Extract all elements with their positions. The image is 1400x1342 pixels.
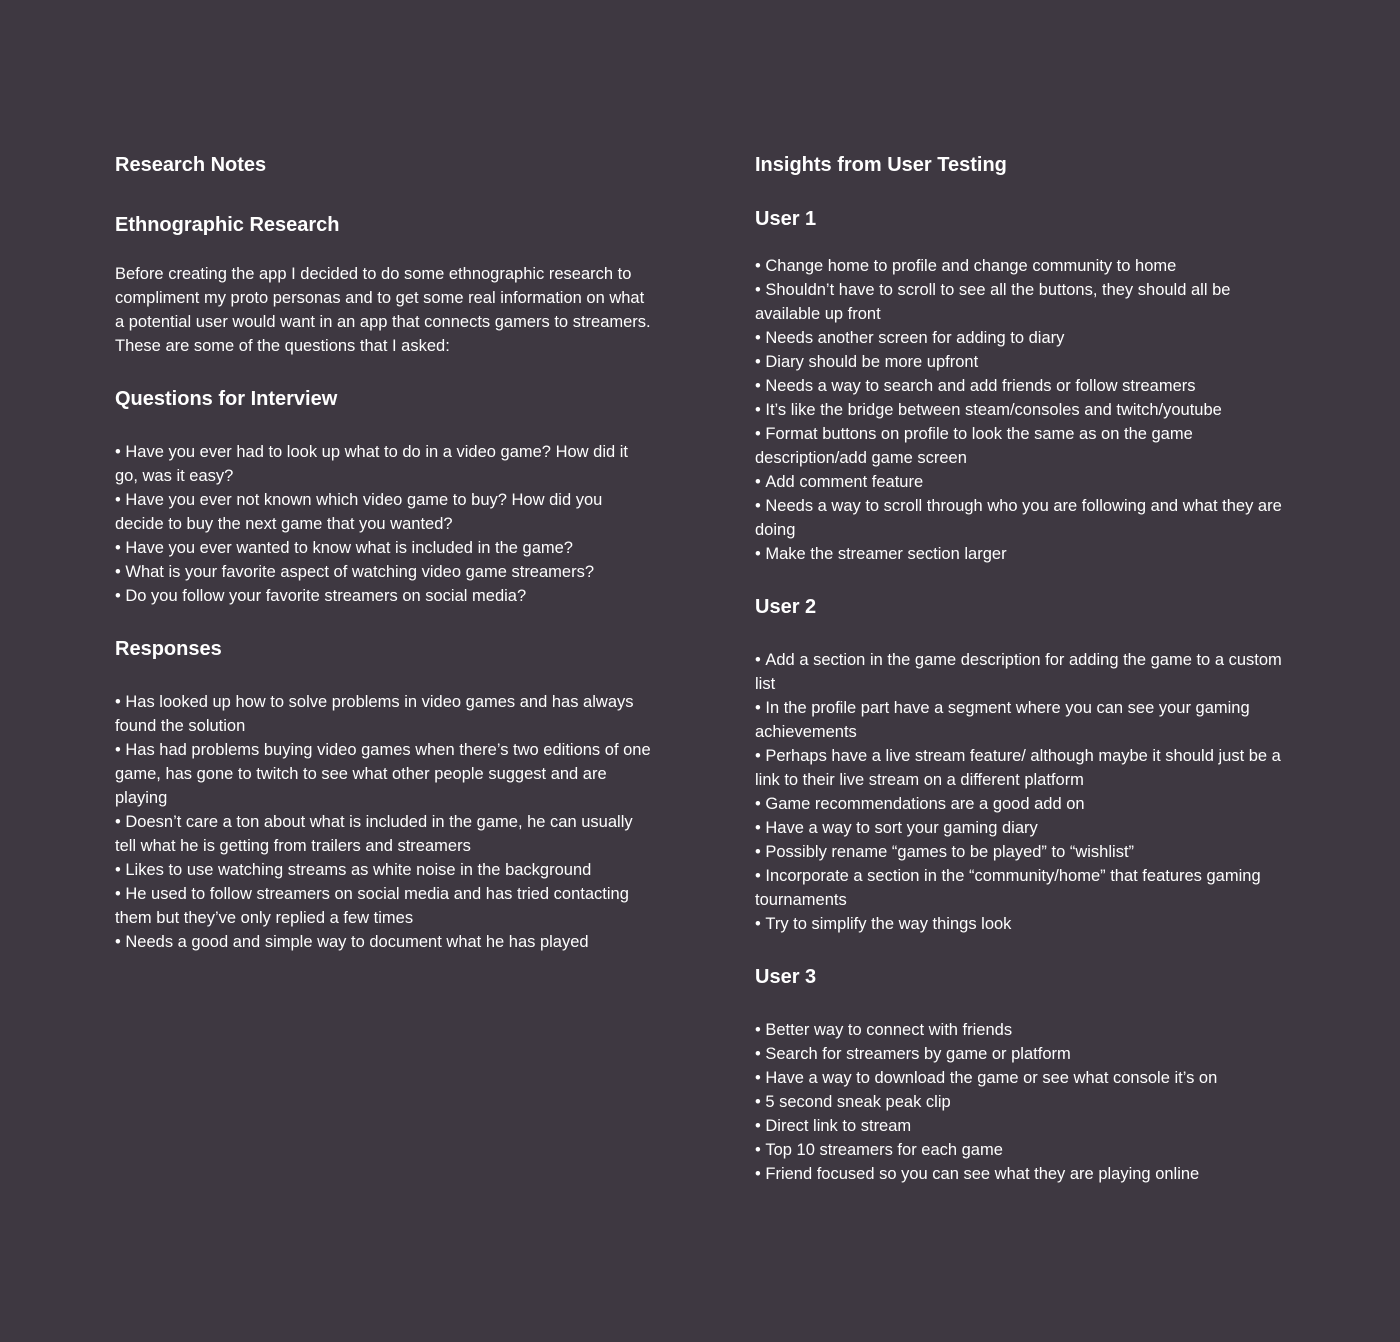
list-item: • Diary should be more upfront	[755, 350, 1300, 374]
list-item: • What is your favorite aspect of watching video game streamers?	[115, 560, 655, 584]
list-item: • In the profile part have a segment where you can see your gaming achievements	[755, 696, 1300, 744]
intro-paragraph: Before creating the app I decided to do some ethnographic research to compliment my proto personas and to get some real information on what a potential user would want in an app that connects gamers to streamers. These are some of the questions that I asked:	[115, 265, 651, 355]
list-item: • Make the streamer section larger	[755, 542, 1300, 566]
list-item: • He used to follow streamers on social media and has tried contacting them but they’ve only replied a few times	[115, 882, 655, 930]
user2-heading: User 2	[755, 596, 817, 618]
list-item: • Have you ever wanted to know what is included in the game?	[115, 536, 655, 560]
list-item: • It’s like the bridge between steam/consoles and twitch/youtube	[755, 398, 1300, 422]
list-item: • Have a way to sort your gaming diary	[755, 816, 1300, 840]
user3-heading: User 3	[755, 966, 817, 988]
list-item: • Perhaps have a live stream feature/ although maybe it should just be a link to their live stream on a different platform	[755, 744, 1300, 792]
list-item: • Likes to use watching streams as white noise in the background	[115, 858, 655, 882]
list-item: • Format buttons on profile to look the same as on the game description/add game screen	[755, 422, 1300, 470]
list-item: • Add comment feature	[755, 470, 1300, 494]
responses-heading: Responses	[115, 638, 222, 660]
list-item: • 5 second sneak peak clip	[755, 1090, 1300, 1114]
list-item: • Have you ever not known which video game to buy? How did you decide to buy the next game that you wanted?	[115, 488, 655, 536]
list-item: • Friend focused so you can see what they are playing online	[755, 1162, 1300, 1186]
user1-heading: User 1	[755, 208, 817, 230]
responses-list	[115, 690, 655, 954]
list-item: • Direct link to stream	[755, 1114, 1300, 1138]
list-item: • Top 10 streamers for each game	[755, 1138, 1300, 1162]
list-item: • Has looked up how to solve problems in video games and has always found the solution	[115, 690, 655, 738]
list-item: • Needs a good and simple way to document what he has played	[115, 930, 655, 954]
ethnographic-research-heading: Ethnographic Research	[115, 214, 340, 236]
user-testing-title: Insights from User Testing	[755, 154, 1007, 176]
list-item: • Search for streamers by game or platform	[755, 1042, 1300, 1066]
list-item: • Has had problems buying video games when there’s two editions of one game, has gone to twitch to see what other people suggest and are playing	[115, 738, 655, 810]
user1-list	[755, 254, 1300, 566]
user2-list	[755, 648, 1300, 936]
research-notes-column	[115, 152, 655, 954]
list-item: • Needs a way to search and add friends or follow streamers	[755, 374, 1300, 398]
list-item: • Have you ever had to look up what to do in a video game? How did it go, was it easy?	[115, 440, 655, 488]
user3-list	[755, 1018, 1300, 1186]
list-item: • Game recommendations are a good add on	[755, 792, 1300, 816]
list-item: • Add a section in the game description for adding the game to a custom list	[755, 648, 1300, 696]
list-item: • Possibly rename “games to be played” to “wishlist”	[755, 840, 1300, 864]
list-item: • Better way to connect with friends	[755, 1018, 1300, 1042]
list-item: • Have a way to download the game or see what console it’s on	[755, 1066, 1300, 1090]
list-item: • Do you follow your favorite streamers on social media?	[115, 584, 655, 608]
list-item: • Incorporate a section in the “community/home” that features gaming tournaments	[755, 864, 1300, 912]
list-item: • Try to simplify the way things look	[755, 912, 1300, 936]
list-item: • Shouldn’t have to scroll to see all the buttons, they should all be available up front	[755, 278, 1300, 326]
list-item: • Doesn’t care a ton about what is included in the game, he can usually tell what he is getting from trailers and streamers	[115, 810, 655, 858]
list-item: • Needs a way to scroll through who you are following and what they are doing	[755, 494, 1300, 542]
user-testing-column	[755, 152, 1300, 1186]
questions-heading: Questions for Interview	[115, 388, 338, 410]
list-item: • Change home to profile and change community to home	[755, 254, 1300, 278]
list-item: • Needs another screen for adding to diary	[755, 326, 1300, 350]
questions-list	[115, 440, 655, 608]
research-notes-title: Research Notes	[115, 154, 267, 176]
